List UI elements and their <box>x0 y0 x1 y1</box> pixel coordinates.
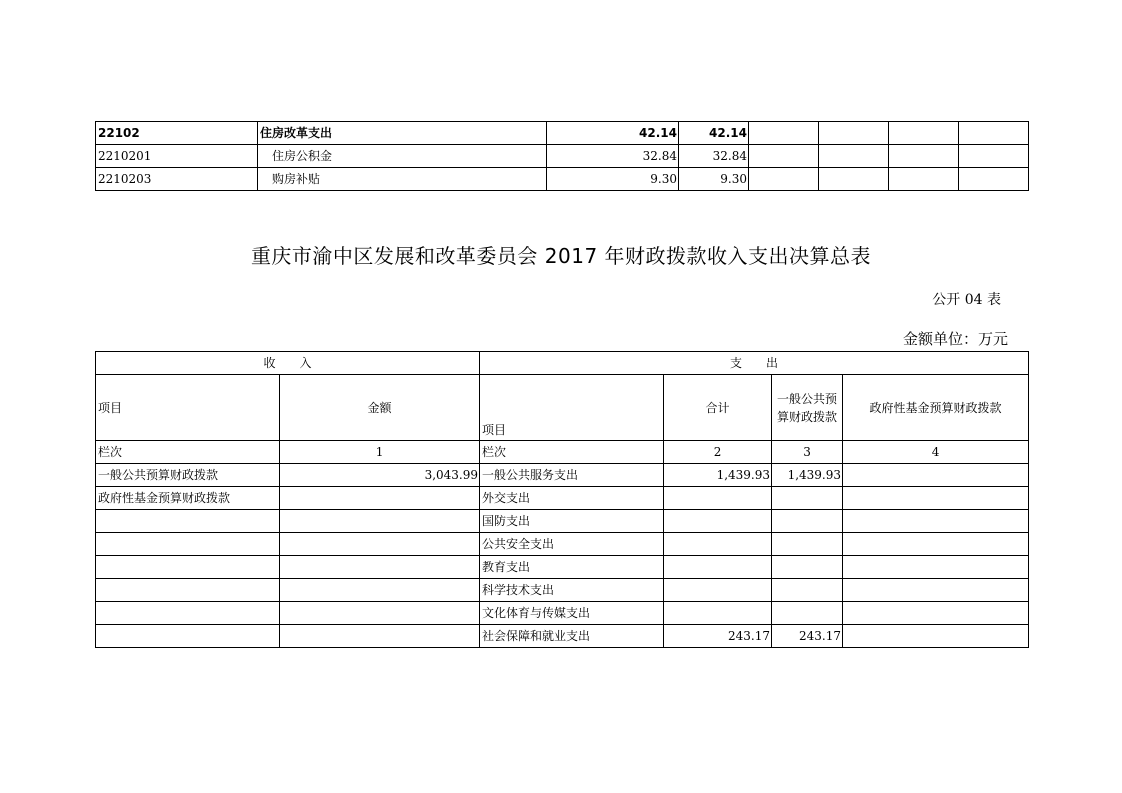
expense-general-budget <box>772 579 843 602</box>
expense-item: 科学技术支出 <box>480 579 664 602</box>
income-item-header: 项目 <box>96 375 280 441</box>
income-item <box>96 533 280 556</box>
income-item: 一般公共预算财政拨款 <box>96 464 280 487</box>
income-amount: 3,043.99 <box>280 464 480 487</box>
empty-cell <box>889 122 959 145</box>
expense-item: 社会保障和就业支出 <box>480 625 664 648</box>
expense-total <box>664 579 772 602</box>
index-col-3: 3 <box>772 441 843 464</box>
income-item <box>96 579 280 602</box>
expense-gov-fund <box>843 487 1029 510</box>
income-amount-header: 金额 <box>280 375 480 441</box>
income-item: 政府性基金预算财政拨款 <box>96 487 280 510</box>
expense-general-budget <box>772 556 843 579</box>
table-row <box>96 602 1029 625</box>
expense-general-budget: 243.17 <box>772 625 843 648</box>
empty-cell <box>749 168 819 191</box>
expense-item: 国防支出 <box>480 510 664 533</box>
income-amount <box>280 579 480 602</box>
top-fragment-table <box>95 121 1029 191</box>
expense-item-header: 项目 <box>480 375 664 441</box>
table-row <box>96 556 1029 579</box>
income-item <box>96 625 280 648</box>
item-total: 9.30 <box>547 168 679 191</box>
total-header: 合计 <box>664 375 772 441</box>
expense-general-budget: 1,439.93 <box>772 464 843 487</box>
item-basic: 9.30 <box>679 168 749 191</box>
expense-general-budget <box>772 533 843 556</box>
income-amount <box>280 510 480 533</box>
expense-gov-fund <box>843 625 1029 648</box>
income-item <box>96 510 280 533</box>
table-row <box>96 625 1029 648</box>
income-amount <box>280 533 480 556</box>
gov-fund-header: 政府性基金预算财政拨款 <box>843 375 1029 441</box>
empty-cell <box>749 145 819 168</box>
item-basic: 42.14 <box>679 122 749 145</box>
page-title: 重庆市渝中区发展和改革委员会 2017 年财政拨款收入支出决算总表 <box>250 244 872 268</box>
income-amount <box>280 625 480 648</box>
item-name: 购房补贴 <box>258 168 547 191</box>
item-basic: 32.84 <box>679 145 749 168</box>
income-item <box>96 556 280 579</box>
expense-header: 支 出 <box>480 352 1029 375</box>
table-row <box>96 464 1029 487</box>
item-code: 2210201 <box>96 145 258 168</box>
expense-item: 一般公共服务支出 <box>480 464 664 487</box>
expense-general-budget <box>772 510 843 533</box>
index-col-4: 4 <box>843 441 1029 464</box>
table-row <box>96 122 1029 145</box>
expense-item: 外交支出 <box>480 487 664 510</box>
section-header-row <box>96 352 1029 375</box>
expense-gov-fund <box>843 510 1029 533</box>
column-index-row <box>96 441 1029 464</box>
amount-unit: 金额单位：万元 <box>902 330 1008 348</box>
table-row <box>96 533 1029 556</box>
index-label-right: 栏次 <box>480 441 664 464</box>
index-col-2: 2 <box>664 441 772 464</box>
income-item <box>96 602 280 625</box>
empty-cell <box>889 168 959 191</box>
empty-cell <box>889 145 959 168</box>
item-total: 42.14 <box>547 122 679 145</box>
general-budget-header: 一般公共预算财政拨款 <box>772 375 843 441</box>
empty-cell <box>819 122 889 145</box>
item-code: 22102 <box>96 122 258 145</box>
expense-general-budget <box>772 487 843 510</box>
summary-table <box>95 351 1029 648</box>
expense-gov-fund <box>843 464 1029 487</box>
table-row <box>96 145 1029 168</box>
expense-gov-fund <box>843 602 1029 625</box>
expense-gov-fund <box>843 579 1029 602</box>
item-name: 住房改革支出 <box>258 122 547 145</box>
income-header: 收 入 <box>96 352 480 375</box>
expense-gov-fund <box>843 556 1029 579</box>
expense-gov-fund <box>843 533 1029 556</box>
table-row <box>96 168 1029 191</box>
empty-cell <box>749 122 819 145</box>
expense-total: 1,439.93 <box>664 464 772 487</box>
expense-item: 教育支出 <box>480 556 664 579</box>
expense-total <box>664 510 772 533</box>
form-number: 公开 04 表 <box>932 292 1001 308</box>
expense-total: 243.17 <box>664 625 772 648</box>
expense-item: 文化体育与传媒支出 <box>480 602 664 625</box>
item-name: 住房公积金 <box>258 145 547 168</box>
income-amount <box>280 556 480 579</box>
expense-total <box>664 487 772 510</box>
item-code: 2210203 <box>96 168 258 191</box>
expense-item: 公共安全支出 <box>480 533 664 556</box>
index-col-1: 1 <box>280 441 480 464</box>
empty-cell <box>819 168 889 191</box>
index-label-left: 栏次 <box>96 441 280 464</box>
expense-total <box>664 533 772 556</box>
empty-cell <box>959 168 1029 191</box>
table-row <box>96 579 1029 602</box>
empty-cell <box>819 145 889 168</box>
expense-total <box>664 556 772 579</box>
table-row <box>96 510 1029 533</box>
table-row <box>96 487 1029 510</box>
expense-general-budget <box>772 602 843 625</box>
income-amount <box>280 602 480 625</box>
empty-cell <box>959 122 1029 145</box>
empty-cell <box>959 145 1029 168</box>
column-header-row <box>96 375 1029 441</box>
expense-total <box>664 602 772 625</box>
income-amount <box>280 487 480 510</box>
item-total: 32.84 <box>547 145 679 168</box>
